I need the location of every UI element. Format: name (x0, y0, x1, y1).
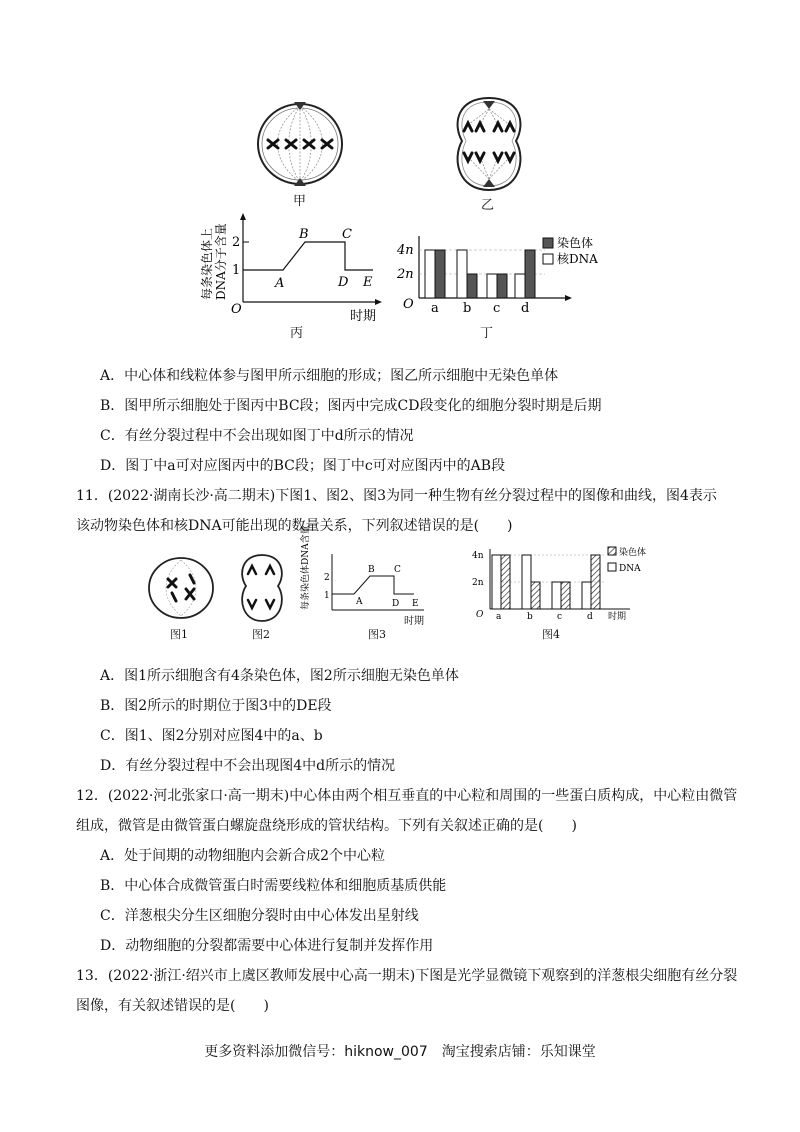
figure-jia-caption: 甲 (293, 194, 307, 209)
bing-point-e: E (363, 275, 373, 290)
ding-legend-dna: 核DNA (557, 252, 598, 266)
q11-option-c: C．图1、图2分别对应图4中的a、b (100, 728, 323, 744)
ding-bar-a-dna (425, 250, 435, 298)
fig4-bar-c-chrom (561, 582, 570, 609)
bing-point-b: B (299, 227, 309, 242)
bing-curve (243, 242, 373, 270)
q12-option-c: C．洋葱根尖分生区细胞分裂时由中心体发出星射线 (100, 908, 419, 924)
bing-point-a: A (275, 276, 285, 291)
q11-stem-line1: 11．(2022·湖南长沙·高二期末)下图1、图2、图3为同一种生物有丝分裂过程中的图像和曲线，图4表示 (76, 488, 717, 504)
bing-tick-1: 1 (232, 263, 241, 278)
q10-option-d: D．图丁中a可对应图丙中的BC段；图丁中c可对应图丙中的AB段 (100, 458, 506, 474)
figure-bing-chart (195, 200, 395, 342)
bing-y-label-1: 每条染色体上 (200, 227, 214, 300)
fig3-curve (332, 576, 414, 594)
svg-text:E: E (412, 599, 419, 609)
page-footer: 更多资料添加微信号：hiknow_007 淘宝搜索店铺：乐知课堂 (204, 1044, 596, 1060)
q11-stem-line2: 该动物染色体和核DNA可能出现的数量关系，下列叙述错误的是( ) (76, 518, 513, 534)
ding-y-2n: 2n (397, 267, 414, 282)
ding-bar-c-dna (487, 274, 497, 298)
ding-label-b: b (463, 301, 472, 316)
q13-stem-line2: 图像，有关叙述错误的是( ) (76, 998, 269, 1014)
ding-bar-b-chrom (467, 274, 477, 298)
ding-bar-d-dna (515, 274, 525, 298)
q12-option-d: D．动物细胞的分裂都需要中心体进行复制并发挥作用 (100, 938, 434, 954)
svg-text:c: c (557, 612, 563, 622)
figure-3-caption: 图3 (368, 628, 386, 641)
bing-point-c: C (342, 227, 352, 242)
figure-bing-caption: 丙 (290, 326, 304, 341)
fig4-bar-a-dna (492, 555, 501, 609)
figure-4-caption: 图4 (542, 628, 560, 641)
q11-option-a: A．图1所示细胞含有4条染色体，图2所示细胞无染色单体 (100, 668, 459, 684)
svg-text:b: b (527, 612, 533, 622)
figure-ding-chart (395, 232, 640, 327)
ding-y-4n: 4n (397, 243, 414, 258)
fig4-bar-b-chrom (531, 582, 540, 609)
figure-yi-cell (448, 95, 530, 193)
q13-stem-line1: 13．(2022·浙江·绍兴市上虞区教师发展中心高一期末)下图是光学显微镜下观察到的洋葱根尖细胞有丝分裂 (76, 968, 738, 984)
ding-legend-chrom: 染色体 (557, 236, 594, 250)
svg-text:a: a (496, 612, 502, 622)
svg-text:2n: 2n (472, 578, 484, 588)
fig4-legend-chrom: 染色体 (619, 548, 647, 558)
svg-text:O: O (476, 610, 484, 620)
figure-2-caption: 图2 (252, 628, 270, 641)
svg-text:2: 2 (324, 573, 330, 583)
fig4-bar-d-dna (582, 582, 591, 609)
fig3-y-label: 每条染色体DNA含量 (301, 525, 311, 610)
ding-legend-dna-swatch (543, 254, 553, 264)
fig4-bar-d-chrom (591, 555, 600, 609)
svg-text:4n: 4n (472, 551, 484, 561)
fig4-bar-b-dna (522, 555, 531, 609)
bing-point-d: D (338, 275, 349, 290)
svg-text:B: B (368, 565, 375, 575)
figure-2-cell (236, 552, 288, 624)
figure-1-cell (146, 555, 216, 621)
figure-3-chart (296, 525, 436, 628)
q12-stem-line1: 12．(2022·河北张家口·高一期末)中心体由两个相互垂直的中心粒和周围的一些蛋白质构成，中心粒由微管 (76, 788, 738, 804)
bing-origin: O (231, 302, 242, 317)
q12-option-b: B．中心体合成微管蛋白时需要线粒体和细胞质基质供能 (100, 878, 447, 894)
q10-option-c: C．有丝分裂过程中不会出现如图丁中d所示的情况 (100, 428, 414, 444)
q12-option-a: A．处于间期的动物细胞内会新合成2个中心粒 (100, 848, 386, 864)
figure-4-chart (470, 545, 647, 625)
q12-stem-line2: 组成，微管是由微管蛋白螺旋盘绕形成的管状结构。下列有关叙述正确的是( ) (76, 818, 577, 834)
svg-text:1: 1 (324, 591, 330, 601)
fig3-x-label: 时期 (404, 616, 424, 627)
svg-text:C: C (394, 565, 401, 575)
ding-bar-b-dna (457, 250, 467, 298)
bing-y-label-2: DNA分子含量 (214, 223, 228, 300)
q11-option-d: D．有丝分裂过程中不会出现图4中d所示的情况 (100, 758, 396, 774)
svg-text:D: D (392, 599, 400, 609)
bing-x-label: 时期 (350, 309, 377, 324)
q11-option-b: B．图2所示的时期位于图3中的DE段 (100, 698, 332, 714)
svg-text:A: A (356, 597, 363, 607)
ding-label-d: d (521, 301, 530, 316)
fig4-legend-dna: DNA (619, 564, 641, 574)
ding-bar-a-chrom (435, 250, 445, 298)
figure-yi-caption: 乙 (481, 198, 495, 213)
figure-jia-cell (250, 98, 350, 190)
figure-ding-caption: 丁 (480, 326, 494, 341)
ding-bar-c-chrom (497, 274, 507, 298)
svg-text:d: d (587, 612, 593, 622)
q10-option-a: A．中心体和线粒体参与图甲所示细胞的形成；图乙所示细胞中无染色单体 (100, 368, 559, 384)
fig4-bar-a-chrom (501, 555, 510, 609)
ding-label-c: c (493, 301, 501, 316)
ding-bar-d-chrom (525, 250, 535, 298)
fig4-x-label: 时期 (608, 612, 627, 622)
figure-1-caption: 图1 (170, 628, 188, 641)
bing-tick-2: 2 (232, 235, 241, 250)
ding-label-a: a (431, 301, 439, 316)
q10-option-b: B．图甲所示细胞处于图丙中BC段；图丙中完成CD段变化的细胞分裂时期是后期 (100, 398, 602, 414)
fig4-bar-c-dna (552, 582, 561, 609)
ding-legend-chrom-swatch (543, 238, 553, 248)
ding-origin: O (403, 297, 414, 312)
